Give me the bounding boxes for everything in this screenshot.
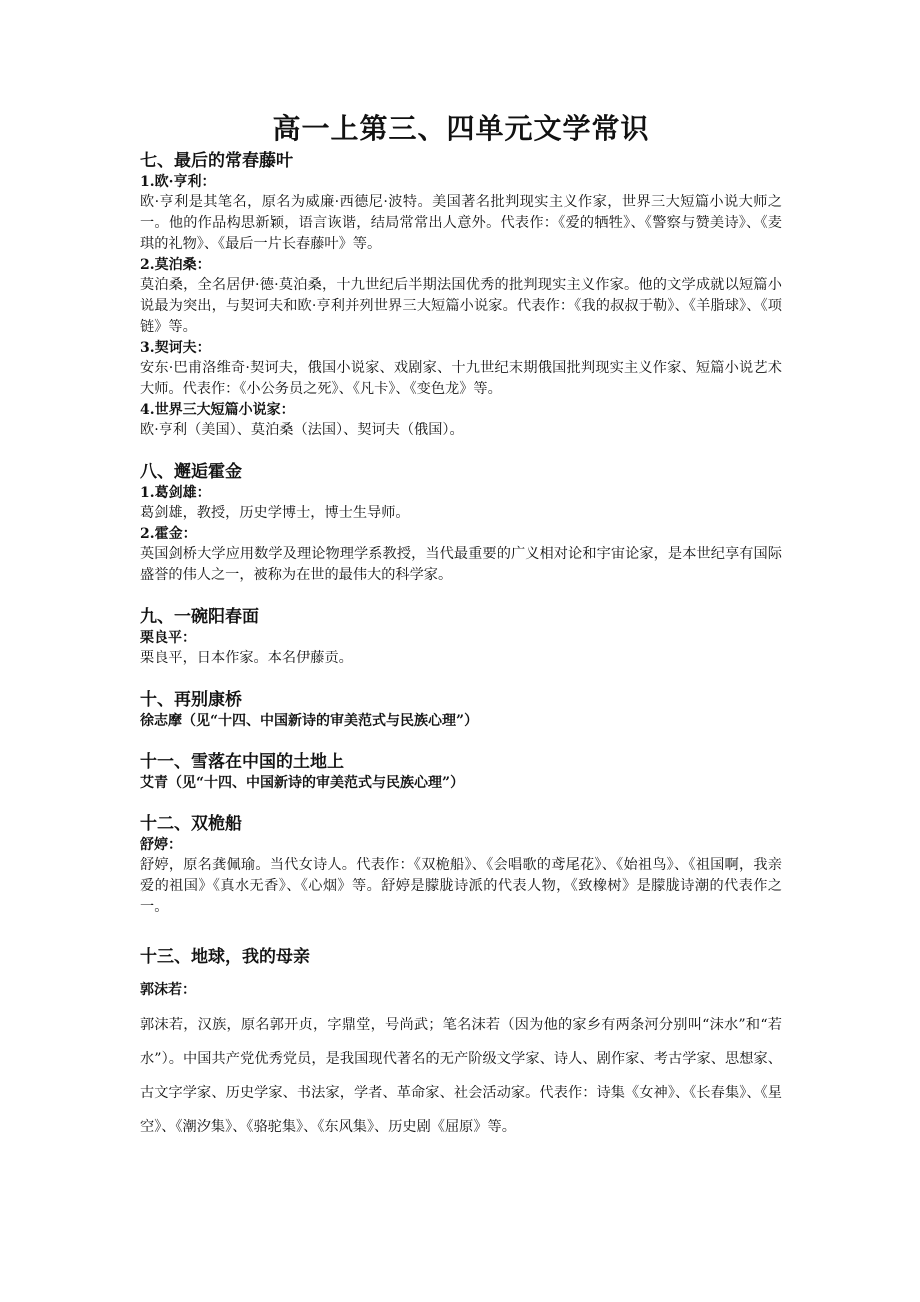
section-8 — [140, 461, 782, 586]
entry-heading: 徐志摩（见“十四、中国新诗的审美范式与民族心理”） — [140, 713, 479, 729]
entry-text: 栗良平，日本作家。本名伊藤贡。 — [140, 650, 353, 666]
section-9 — [140, 606, 782, 669]
entry-text: 欧·亨利是其笔名，原名为威廉·西德尼·波特。美国著名批判现实主义作家，世界三大短篇小说大师之一。他的作品构思新颖，语言诙谐，结局常常出人意外。代表作：《爱的牺牲》、《警察与赞美诗》、《麦琪的礼物》、《最后一片长春藤叶》等。 — [140, 194, 782, 252]
section-12 — [140, 813, 782, 918]
section-heading: 七、最后的常春藤叶 — [140, 151, 293, 171]
document-page — [140, 112, 782, 1144]
entry-text: 莫泊桑，全名居伊·德·莫泊桑，十九世纪后半期法国优秀的批判现实主义作家。他的文学成就以短篇小说最为突出，与契诃夫和欧·亨利并列世界三大短篇小说家。代表作：《我的叔叔于勒》、《羊脂球》、《项链》等。 — [140, 277, 782, 335]
entry-text: 舒婷，原名龚佩瑜。当代女诗人。代表作：《双桅船》、《会唱歌的鸢尾花》、《始祖鸟》、《祖国啊，我亲爱的祖国》《真水无香》、《心烟》等。舒婷是朦胧诗派的代表人物，《致橡树》是朦胧诗潮的代表作之一。 — [140, 857, 782, 915]
entry-heading: 1.欧·亨利： — [140, 174, 216, 190]
entry-text: 郭沫若，汉族，原名郭开贞，字鼎堂，号尚武；笔名沫若（因为他的家乡有两条河分别叫“沫水”和“若水”）。中国共产党优秀党员，是我国现代著名的无产阶级文学家、诗人、剧作家、考古学家、思想家、古文字学家、历史学家、书法家，学者、革命家、社会活动家。代表作：诗集《女神》、《长春集》、《星空》、《潮汐集》、《骆驼集》、《东风集》、历史剧《屈原》等。 — [140, 1017, 782, 1135]
section-heading: 十二、双桅船 — [140, 814, 242, 834]
entry-text: 葛剑雄，教授，历史学博士，博士生导师。 — [140, 505, 410, 521]
section-heading: 八、邂逅霍金 — [140, 462, 242, 482]
section-13 — [140, 946, 782, 1144]
entry-heading: 4.世界三大短篇小说家： — [140, 402, 295, 418]
document-title: 高一上第三、四单元文学常识 — [272, 112, 650, 145]
entry-heading: 2.莫泊桑： — [140, 257, 211, 273]
section-heading: 十一、雪落在中国的土地上 — [140, 752, 344, 772]
entry-text: 英国剑桥大学应用数学及理论物理学系教授，当代最重要的广义相对论和宇宙论家，是本世纪享有国际盛誉的伟人之一，被称为在世的最伟大的科学家。 — [140, 546, 782, 583]
entry-heading: 舒婷： — [140, 837, 182, 853]
entry-heading: 栗良平： — [140, 630, 196, 646]
section-heading: 九、一碗阳春面 — [140, 607, 259, 627]
entry-heading: 3.契诃夫： — [140, 340, 211, 356]
section-10 — [140, 689, 782, 731]
section-heading: 十三、地球，我的母亲 — [140, 947, 310, 967]
entry-heading: 2.霍金： — [140, 526, 197, 542]
entry-heading: 1.葛剑雄： — [140, 485, 211, 501]
section-7 — [140, 150, 782, 441]
entry-text: 安东·巴甫洛维奇·契诃夫，俄国小说家、戏剧家、十九世纪末期俄国批判现实主义作家、短篇小说艺术大师。代表作：《小公务员之死》、《凡卡》、《变色龙》等。 — [140, 360, 782, 397]
section-heading: 十、再别康桥 — [140, 690, 242, 710]
entry-heading: 艾青（见“十四、中国新诗的审美范式与民族心理”） — [140, 775, 465, 791]
entry-heading: 郭沫若： — [140, 982, 196, 998]
section-11 — [140, 751, 782, 793]
entry-text: 欧·亨利（美国）、莫泊桑（法国）、契诃夫（俄国）。 — [140, 422, 464, 438]
